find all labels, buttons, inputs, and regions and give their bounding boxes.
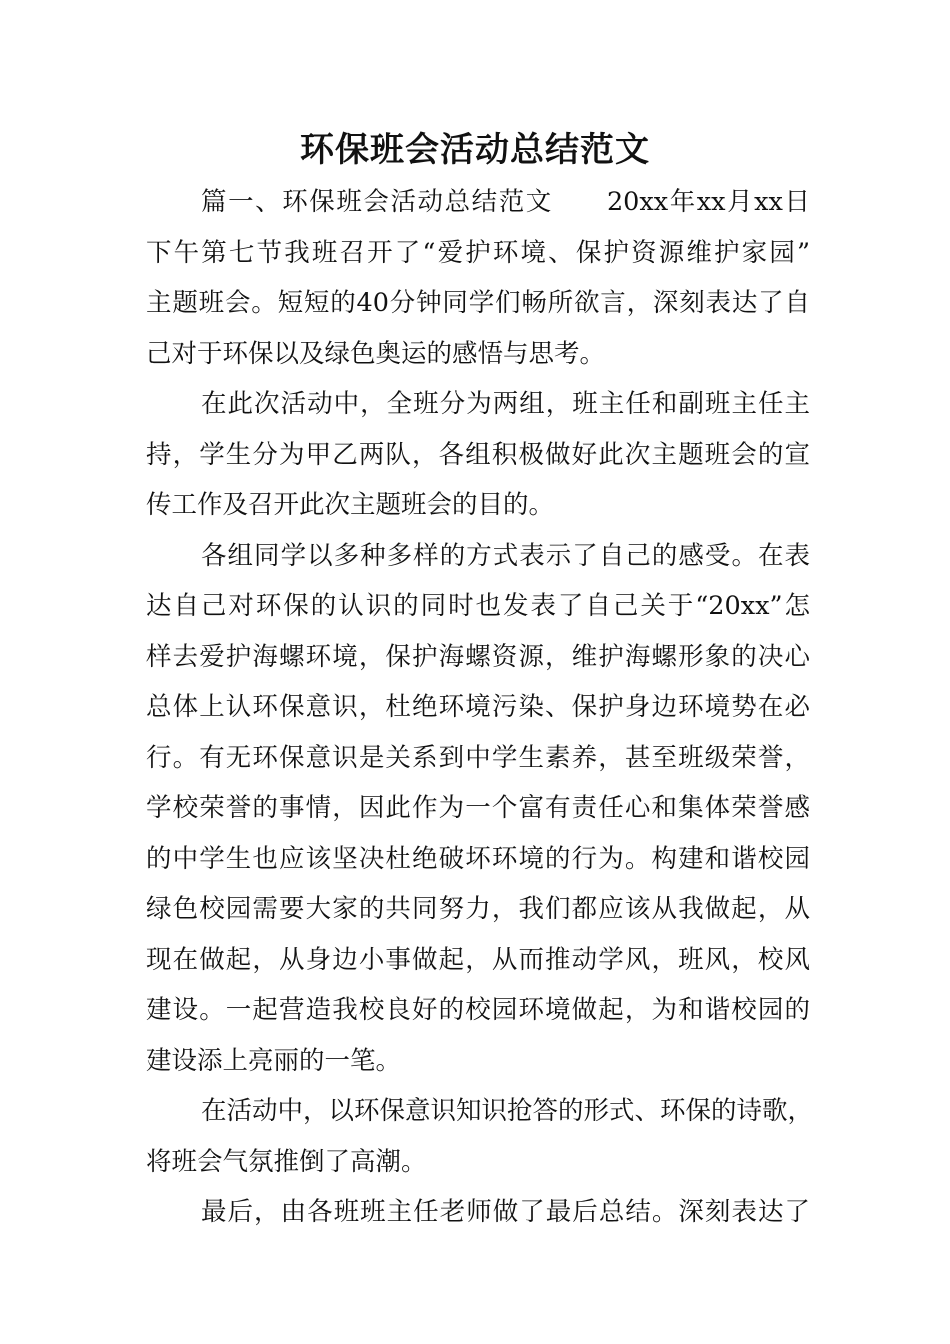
text-line: 建设添上亮丽的一笔。 xyxy=(146,1045,402,1076)
document-title: 环保班会活动总结范文 xyxy=(300,130,650,170)
text-line: 建设。一起营造我校良好的校园环境做起，为和谐校园的 xyxy=(146,995,810,1025)
text-line: 行。有无环保意识是关系到中学生素养，甚至班级荣誉， xyxy=(146,742,810,773)
text-line: 学校荣誉的事情，因此作为一个富有责任心和集体荣誉感 xyxy=(146,793,810,823)
text-line: 在活动中，以环保意识知识抢答的形式、环保的诗歌， xyxy=(201,1096,814,1126)
text-line: 己对于环保以及绿色奥运的感悟与思考。 xyxy=(146,338,606,369)
text-line: 总体上认环保意识，杜绝环境污染、保护身边环境势在必 xyxy=(146,692,810,722)
text-line: 各组同学以多种多样的方式表示了自己的感受。在表 xyxy=(201,540,810,571)
text-line: 现在做起，从身边小事做起，从而推动学风，班风，校风 xyxy=(146,944,810,975)
text-line: 的中学生也应该坚决杜绝破坏环境的行为。构建和谐校园 xyxy=(146,843,810,874)
text-line: 绿色校园需要大家的共同努力，我们都应该从我做起，从 xyxy=(146,894,810,924)
text-line: 在此次活动中，全班分为两组，班主任和副班主任主 xyxy=(201,389,810,419)
text-line: 达自己对环保的认识的同时也发表了自己关于“20xx”怎 xyxy=(146,591,810,621)
text-line: 下午第七节我班召开了“爱护环境、保护资源维护家园” xyxy=(146,237,810,268)
text-line: 最后，由各班班主任老师做了最后总结。深刻表达了 xyxy=(201,1197,810,1227)
text-line: 主题班会。短短的40分钟同学们畅所欲言，深刻表达了自 xyxy=(146,288,810,318)
text-line: 篇一、环保班会活动总结范文 20xx年xx月xx日 xyxy=(201,187,810,217)
text-line: 将班会气氛推倒了高潮。 xyxy=(146,1146,427,1177)
text-line: 传工作及召开此次主题班会的目的。 xyxy=(146,490,555,520)
document-body xyxy=(146,177,814,1238)
text-line: 样去爱护海螺环境，保护海螺资源，维护海螺形象的决心 xyxy=(146,641,810,672)
text-line: 持，学生分为甲乙两队，各组积极做好此次主题班会的宣 xyxy=(146,439,810,470)
